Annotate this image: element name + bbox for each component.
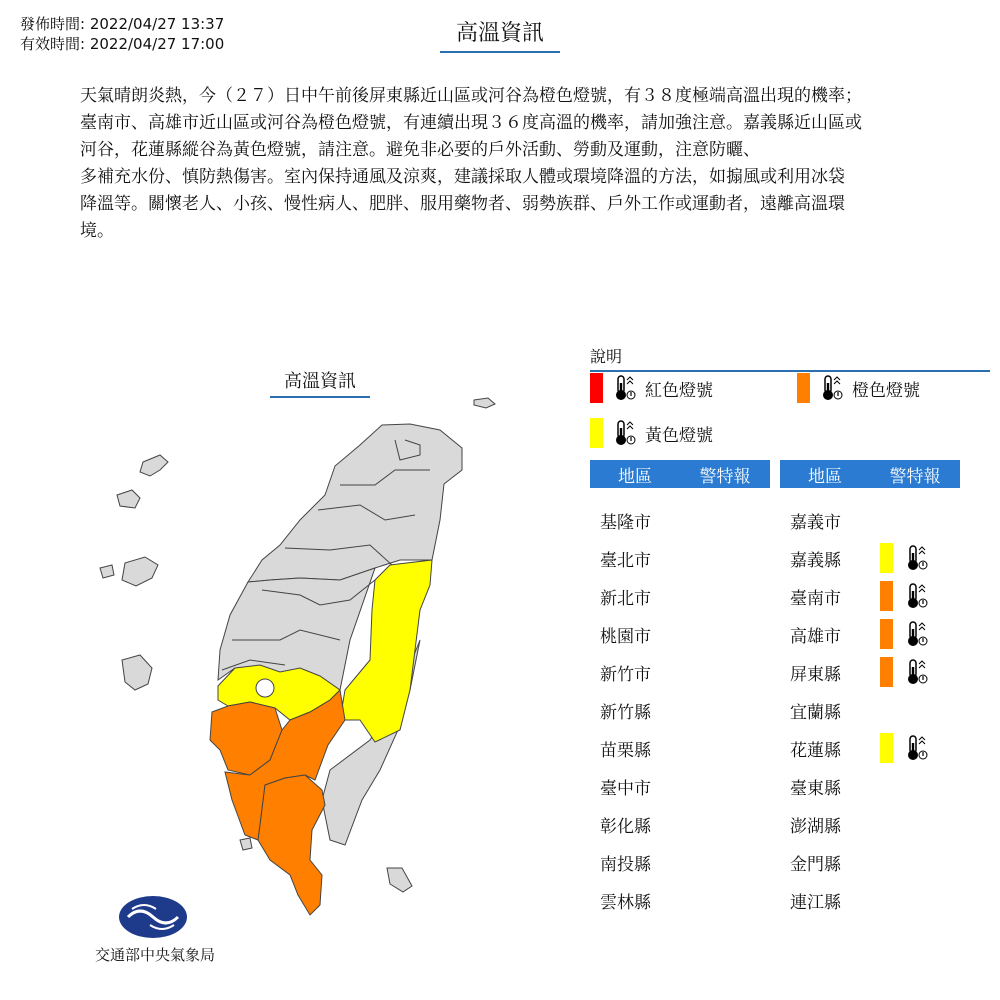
region-name: 臺北市 [600, 550, 651, 571]
region-name: 花蓮縣 [790, 740, 841, 761]
legend-heading: 說明 [590, 344, 990, 372]
table-row [590, 539, 690, 577]
region-name: 彰化縣 [600, 816, 651, 837]
description-line: 境。 [80, 221, 114, 241]
orange-level-bar [880, 581, 893, 611]
table-row [780, 577, 931, 615]
description-line: 臺南市、高雄市近山區或河谷為橙色燈號，有連續出現３６度高溫的機率，請加強注意。嘉義縣近山區或 [80, 113, 862, 133]
table-row [590, 729, 690, 767]
description-line: 河谷，花蓮縣縱谷為黃色燈號，請注意。避免非必要的戶外活動、勞動及運動，注意防曬、 [80, 140, 760, 160]
orange-swatch [797, 373, 810, 403]
table-row [590, 577, 690, 615]
page-title: 高溫資訊 [440, 16, 560, 53]
yellow-level-bar [880, 543, 893, 573]
table-row [780, 805, 880, 843]
region-name: 新竹縣 [600, 702, 651, 723]
table-header-right [780, 460, 960, 488]
warning-cell [880, 581, 931, 611]
map-title: 高溫資訊 [270, 367, 370, 398]
legend-red-label: 紅色燈號 [645, 380, 713, 401]
col-region: 地區 [808, 466, 842, 487]
orange-level-bar [880, 619, 893, 649]
issue-time: 發佈時間: 2022/04/27 13:37 [20, 15, 225, 33]
table-row [780, 539, 931, 577]
warning-cell [880, 619, 931, 649]
region-name: 宜蘭縣 [790, 702, 841, 723]
thermometer-heat-icon [609, 373, 639, 403]
region-name: 連江縣 [790, 892, 841, 913]
yellow-swatch [590, 418, 603, 448]
islet [140, 455, 168, 476]
islet [122, 655, 152, 690]
description [80, 83, 920, 245]
warning-cell [880, 733, 931, 763]
islet [474, 398, 495, 408]
region-name: 新竹市 [600, 664, 651, 685]
legend-yellow [590, 418, 713, 448]
table-row [590, 881, 690, 919]
region-name: 桃園市 [600, 626, 651, 647]
table-row [590, 691, 690, 729]
col-warning: 警特報 [699, 466, 751, 487]
legend-red [590, 373, 713, 403]
description-line: 多補充水份、慎防熱傷害。室內保持通風及涼爽，建議採取人體或環境降溫的方法，如搧風或利用冰袋 [80, 167, 845, 187]
region-name: 新北市 [600, 588, 651, 609]
table-row [780, 767, 880, 805]
region-name: 嘉義市 [790, 512, 841, 533]
orange-level-bar [880, 657, 893, 687]
warning-cell [880, 543, 931, 573]
yellow-level-bar [880, 733, 893, 763]
col-warning: 警特報 [889, 466, 941, 487]
region-name: 雲林縣 [600, 892, 651, 913]
table-row [590, 805, 690, 843]
thermometer-heat-icon [901, 581, 931, 611]
islet [100, 565, 114, 578]
red-swatch [590, 373, 603, 403]
table-row [590, 615, 690, 653]
thermometer-heat-icon [901, 657, 931, 687]
region-name: 臺東縣 [790, 778, 841, 799]
region-name: 基隆市 [600, 512, 651, 533]
region-name: 臺中市 [600, 778, 651, 799]
table-header-left [590, 460, 770, 488]
issue-info [20, 14, 224, 54]
legend-orange-label: 橙色燈號 [852, 380, 920, 401]
islet [240, 838, 252, 850]
thermometer-heat-icon [609, 418, 639, 448]
region-north [248, 424, 462, 582]
table-row [590, 501, 690, 539]
valid-time: 有效時間: 2022/04/27 17:00 [20, 35, 225, 53]
legend-orange [797, 373, 920, 403]
table-row [780, 501, 880, 539]
thermometer-heat-icon [901, 543, 931, 573]
agency-name: 交通部中央氣象局 [94, 946, 215, 964]
islet [387, 868, 412, 892]
thermometer-heat-icon [901, 619, 931, 649]
table-row [780, 615, 931, 653]
table-row [590, 767, 690, 805]
description-line: 降溫等。關懷老人、小孩、慢性病人、肥胖、服用藥物者、弱勢族群、戶外工作或運動者，遠離高溫環 [80, 194, 845, 214]
region-name: 苗栗縣 [600, 740, 651, 761]
taiwan-map [90, 380, 510, 940]
cwb-logo-icon [118, 895, 188, 939]
region-name: 澎湖縣 [790, 816, 841, 837]
region-name: 屏東縣 [790, 664, 841, 685]
col-region: 地區 [618, 466, 652, 487]
legend-yellow-label: 黃色燈號 [645, 425, 713, 446]
thermometer-heat-icon [816, 373, 846, 403]
table-row [780, 653, 931, 691]
islet [122, 557, 158, 586]
table-row [590, 653, 690, 691]
region-name: 金門縣 [790, 854, 841, 875]
region-name: 高雄市 [790, 626, 841, 647]
region-pingtung [258, 775, 325, 915]
region-name: 臺南市 [790, 588, 841, 609]
table-row [590, 843, 690, 881]
region-name: 南投縣 [600, 854, 651, 875]
description-line: 天氣晴朗炎熱，今（２７）日中午前後屏東縣近山區或河谷為橙色燈號，有３８度極端高溫出現的機率； [80, 86, 862, 106]
thermometer-heat-icon [901, 733, 931, 763]
islet [117, 490, 140, 508]
table-row [780, 843, 880, 881]
region-name: 嘉義縣 [790, 550, 841, 571]
table-row [780, 729, 931, 767]
table-row [780, 881, 880, 919]
table-row [780, 691, 880, 729]
warning-cell [880, 657, 931, 687]
